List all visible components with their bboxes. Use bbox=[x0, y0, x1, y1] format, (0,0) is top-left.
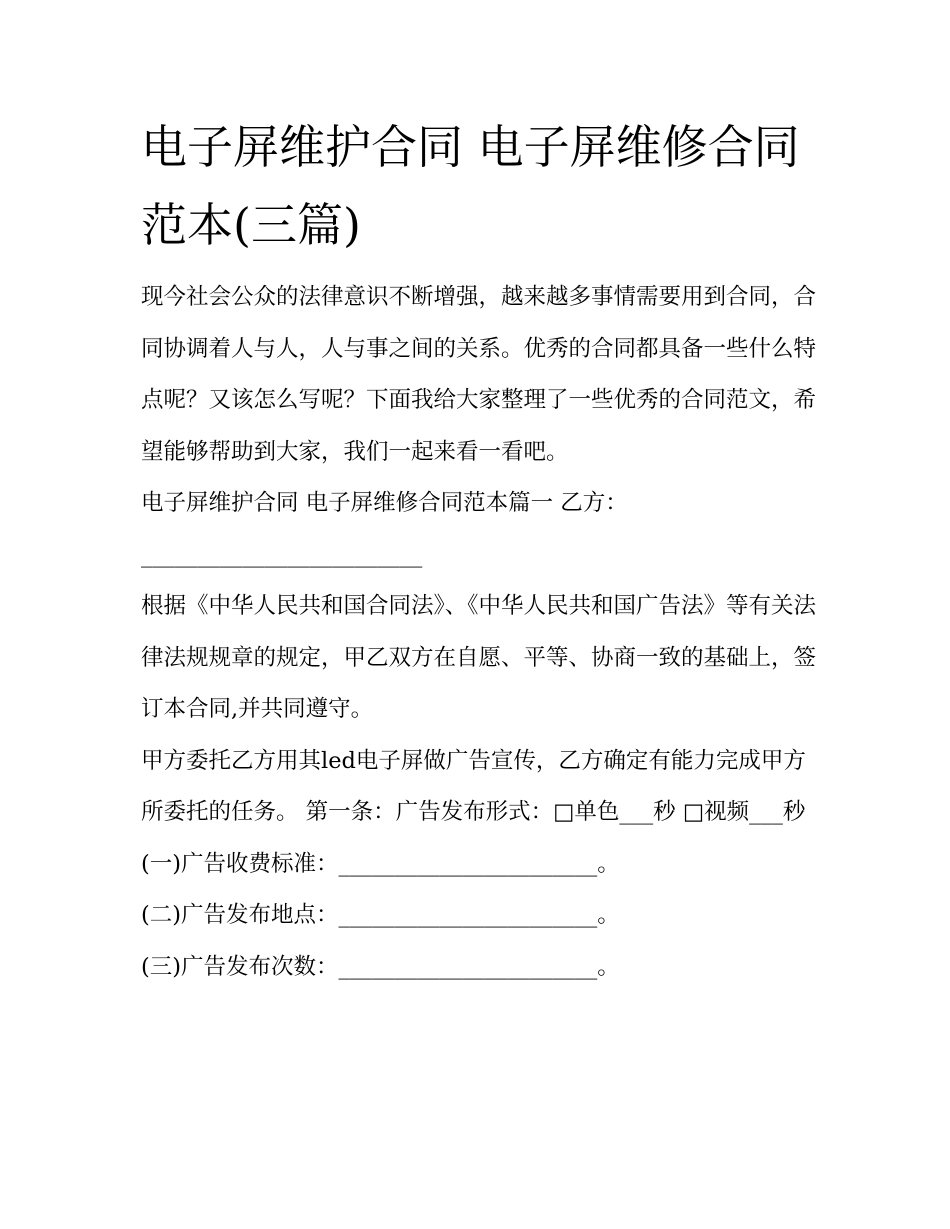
clause-fee-standard: (一)广告收费标准：_______________________。 bbox=[141, 850, 620, 877]
clause-publish-count: (三)广告发布次数：_______________________。 bbox=[141, 953, 620, 980]
document-title: 电子屏维护合同 电子屏维修合同范本(三篇) bbox=[141, 120, 800, 252]
entrustment-paragraph: 甲方委托乙方用其led电子屏做广告宣传，乙方确定有能力完成甲方所委托的任务。 第一条：广告发布形式：□单色___秒 □视频___秒 bbox=[141, 747, 806, 825]
clause-publish-location: (二)广告发布地点：_______________________。 bbox=[141, 902, 620, 928]
legal-basis-paragraph: 根据《中华人民共和国合同法》、《中华人民共和国广告法》等有关法律法规规章的规定，甲乙双方在自愿、平等、协商一致的基础上，签订本合同,并共同遵守。 bbox=[141, 593, 817, 722]
intro-paragraph: 现今社会公众的法律意识不断增强，越来越多事情需要用到合同，合同协调着人与人，人与事之间的关系。优秀的合同都具备一些什么特点呢？又该怎么写呢？下面我给大家整理了一些优秀的合同范文，希望能够帮助到大家，我们一起来看一看吧。 bbox=[141, 284, 817, 465]
document-page bbox=[141, 108, 821, 993]
section-one-heading: 电子屏维护合同 电子屏维修合同范本篇一 乙方：_________________________ bbox=[141, 490, 628, 568]
